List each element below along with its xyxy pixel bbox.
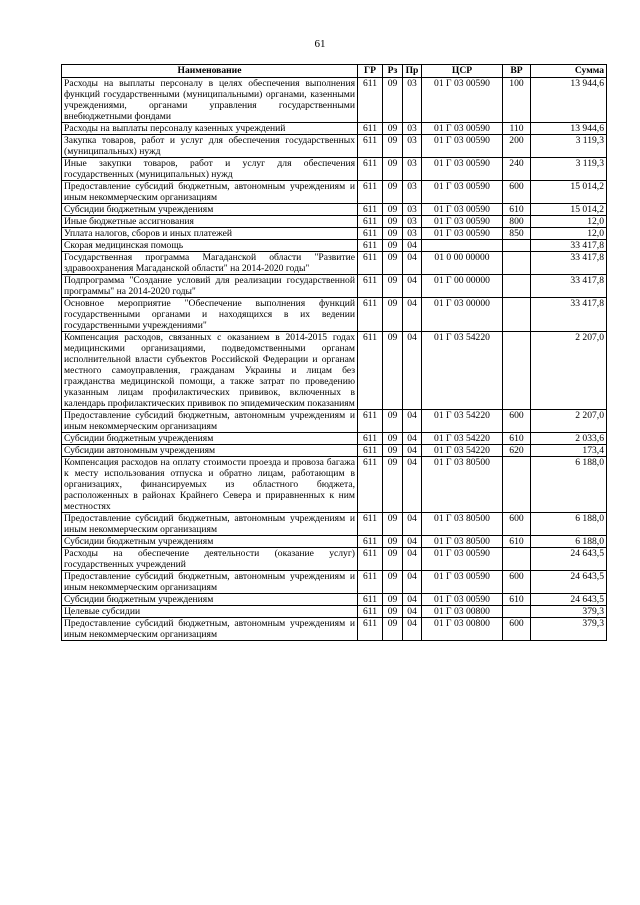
cell-pr: 04 — [403, 606, 422, 618]
cell-sum: 379,3 — [531, 606, 607, 618]
cell-pr: 04 — [403, 457, 422, 513]
cell-rz: 09 — [383, 228, 403, 240]
cell-gr: 611 — [358, 332, 383, 410]
cell-name: Подпрограмма "Создание условий для реализации государственной программы" на 2014-2020 годы" — [62, 275, 358, 298]
cell-vr: 200 — [503, 135, 531, 158]
cell-name: Закупка товаров, работ и услуг для обеспечения государственных (муниципальных) нужд — [62, 135, 358, 158]
cell-vr: 610 — [503, 594, 531, 606]
cell-csr: 01 Г 03 00590 — [422, 216, 503, 228]
cell-csr: 01 Г 03 00590 — [422, 123, 503, 135]
budget-table — [61, 64, 607, 641]
table-row — [62, 513, 607, 536]
cell-gr: 611 — [358, 228, 383, 240]
cell-csr: 01 Г 03 00590 — [422, 135, 503, 158]
cell-vr: 610 — [503, 433, 531, 445]
table-row — [62, 618, 607, 641]
cell-name: Целевые субсидии — [62, 606, 358, 618]
cell-rz: 09 — [383, 618, 403, 641]
column-header-csr: ЦСР — [422, 65, 503, 78]
column-header-pr: Пр — [403, 65, 422, 78]
cell-vr — [503, 548, 531, 571]
table-row — [62, 123, 607, 135]
cell-pr: 03 — [403, 181, 422, 204]
cell-rz: 09 — [383, 135, 403, 158]
cell-rz: 09 — [383, 275, 403, 298]
cell-gr: 611 — [358, 457, 383, 513]
cell-csr: 01 Г 03 80500 — [422, 536, 503, 548]
table-row — [62, 252, 607, 275]
cell-gr: 611 — [358, 123, 383, 135]
cell-name: Основное мероприятие "Обеспечение выполнения функций государственными органами и находящихся в их ведении государственными учреждениями" — [62, 298, 358, 332]
cell-name: Предоставление субсидий бюджетным, автономным учреждениям и иным некоммерческим организациям — [62, 513, 358, 536]
table-row — [62, 433, 607, 445]
cell-csr: 01 Г 03 00000 — [422, 298, 503, 332]
cell-gr: 611 — [358, 433, 383, 445]
cell-vr — [503, 606, 531, 618]
table-row — [62, 606, 607, 618]
cell-csr: 01 Г 03 00590 — [422, 571, 503, 594]
cell-gr: 611 — [358, 78, 383, 123]
cell-sum: 3 119,3 — [531, 135, 607, 158]
cell-gr: 611 — [358, 618, 383, 641]
cell-pr: 04 — [403, 332, 422, 410]
cell-pr: 03 — [403, 123, 422, 135]
cell-sum: 2 207,0 — [531, 332, 607, 410]
cell-gr: 611 — [358, 548, 383, 571]
cell-name: Субсидии бюджетным учреждениям — [62, 536, 358, 548]
cell-name: Иные бюджетные ассигнования — [62, 216, 358, 228]
cell-sum: 2 033,6 — [531, 433, 607, 445]
cell-name: Расходы на обеспечение деятельности (оказание услуг) государственных учреждений — [62, 548, 358, 571]
cell-rz: 09 — [383, 548, 403, 571]
cell-vr — [503, 332, 531, 410]
cell-pr: 04 — [403, 240, 422, 252]
cell-csr: 01 Г 03 54220 — [422, 445, 503, 457]
table-row — [62, 445, 607, 457]
cell-sum: 6 188,0 — [531, 457, 607, 513]
cell-gr: 611 — [358, 606, 383, 618]
cell-vr — [503, 252, 531, 275]
cell-vr: 610 — [503, 536, 531, 548]
column-header-vr: ВР — [503, 65, 531, 78]
cell-sum: 379,3 — [531, 618, 607, 641]
cell-rz: 09 — [383, 536, 403, 548]
table-row — [62, 275, 607, 298]
column-header-gr: ГР — [358, 65, 383, 78]
cell-pr: 04 — [403, 571, 422, 594]
cell-rz: 09 — [383, 606, 403, 618]
cell-vr: 600 — [503, 410, 531, 433]
table-row — [62, 594, 607, 606]
cell-vr: 610 — [503, 204, 531, 216]
cell-pr: 03 — [403, 204, 422, 216]
cell-csr: 01 Г 00 00000 — [422, 275, 503, 298]
cell-csr: 01 0 00 00000 — [422, 252, 503, 275]
cell-csr: 01 Г 03 54220 — [422, 410, 503, 433]
cell-gr: 611 — [358, 445, 383, 457]
cell-name: Предоставление субсидий бюджетным, автономным учреждениям и иным некоммерческим организациям — [62, 410, 358, 433]
cell-vr: 800 — [503, 216, 531, 228]
cell-csr: 01 Г 03 00590 — [422, 78, 503, 123]
cell-rz: 09 — [383, 181, 403, 204]
table-row — [62, 536, 607, 548]
cell-pr: 04 — [403, 513, 422, 536]
cell-sum: 24 643,5 — [531, 594, 607, 606]
cell-vr — [503, 240, 531, 252]
cell-name: Предоставление субсидий бюджетным, автономным учреждениям и иным некоммерческим организациям — [62, 618, 358, 641]
cell-name: Компенсация расходов на оплату стоимости проезда и провоза багажа к месту использования отпуска и обратно лицам, работающим в организациях, финансируемых из областного бюджета, расположенных в районах Крайнего Севера и приравненных к ним местностях — [62, 457, 358, 513]
cell-csr: 01 Г 03 00800 — [422, 618, 503, 641]
cell-sum: 15 014,2 — [531, 204, 607, 216]
cell-gr: 611 — [358, 571, 383, 594]
cell-name: Субсидии бюджетным учреждениям — [62, 594, 358, 606]
cell-gr: 611 — [358, 135, 383, 158]
cell-vr: 600 — [503, 571, 531, 594]
cell-pr: 04 — [403, 618, 422, 641]
cell-sum: 2 207,0 — [531, 410, 607, 433]
cell-gr: 611 — [358, 216, 383, 228]
cell-rz: 09 — [383, 240, 403, 252]
column-header-rz: Рз — [383, 65, 403, 78]
cell-csr: 01 Г 03 80500 — [422, 513, 503, 536]
cell-csr: 01 Г 03 00590 — [422, 594, 503, 606]
table-row — [62, 181, 607, 204]
cell-pr: 03 — [403, 135, 422, 158]
cell-csr: 01 Г 03 80500 — [422, 457, 503, 513]
cell-vr — [503, 298, 531, 332]
cell-name: Иные закупки товаров, работ и услуг для обеспечения государственных (муниципальных) нужд — [62, 158, 358, 181]
cell-csr: 01 Г 03 00590 — [422, 228, 503, 240]
cell-sum: 33 417,8 — [531, 298, 607, 332]
cell-sum: 24 643,5 — [531, 571, 607, 594]
table-row — [62, 457, 607, 513]
cell-gr: 611 — [358, 275, 383, 298]
column-header-name: Наименование — [62, 65, 358, 78]
cell-sum: 12,0 — [531, 216, 607, 228]
column-header-sum: Сумма — [531, 65, 607, 78]
cell-pr: 03 — [403, 216, 422, 228]
cell-csr: 01 Г 03 00800 — [422, 606, 503, 618]
table-row — [62, 228, 607, 240]
cell-csr: 01 Г 03 00590 — [422, 548, 503, 571]
cell-rz: 09 — [383, 332, 403, 410]
cell-name: Расходы на выплаты персоналу в целях обеспечения выполнения функций государственными (муниципальными) органами, казенными учреждениями, органами управления государственными внебюджетными фондами — [62, 78, 358, 123]
cell-sum: 33 417,8 — [531, 252, 607, 275]
cell-vr: 100 — [503, 78, 531, 123]
table-row — [62, 548, 607, 571]
table-header-row — [62, 65, 607, 78]
table-row — [62, 332, 607, 410]
cell-csr: 01 Г 03 54220 — [422, 332, 503, 410]
cell-name: Субсидии бюджетным учреждениям — [62, 204, 358, 216]
cell-rz: 09 — [383, 123, 403, 135]
cell-rz: 09 — [383, 78, 403, 123]
cell-csr: 01 Г 03 00590 — [422, 158, 503, 181]
table-row — [62, 571, 607, 594]
cell-rz: 09 — [383, 298, 403, 332]
table-body — [62, 78, 607, 641]
cell-pr: 04 — [403, 298, 422, 332]
cell-rz: 09 — [383, 410, 403, 433]
cell-rz: 09 — [383, 513, 403, 536]
cell-name: Скорая медицинская помощь — [62, 240, 358, 252]
cell-name: Субсидии автономным учреждениям — [62, 445, 358, 457]
cell-vr: 850 — [503, 228, 531, 240]
cell-gr: 611 — [358, 513, 383, 536]
cell-gr: 611 — [358, 594, 383, 606]
table-row — [62, 216, 607, 228]
page-number: 61 — [314, 38, 326, 50]
cell-rz: 09 — [383, 594, 403, 606]
cell-csr: 01 Г 03 00590 — [422, 204, 503, 216]
cell-pr: 04 — [403, 594, 422, 606]
cell-name: Уплата налогов, сборов и иных платежей — [62, 228, 358, 240]
table-row — [62, 240, 607, 252]
cell-rz: 09 — [383, 216, 403, 228]
table-row — [62, 78, 607, 123]
cell-pr: 03 — [403, 228, 422, 240]
cell-gr: 611 — [358, 204, 383, 216]
cell-csr: 01 Г 03 00590 — [422, 181, 503, 204]
cell-sum: 33 417,8 — [531, 275, 607, 298]
cell-rz: 09 — [383, 445, 403, 457]
cell-gr: 611 — [358, 410, 383, 433]
cell-gr: 611 — [358, 252, 383, 275]
cell-sum: 6 188,0 — [531, 536, 607, 548]
cell-name: Государственная программа Магаданской области "Развитие здравоохранения Магаданской области" на 2014-2020 годы" — [62, 252, 358, 275]
cell-vr: 600 — [503, 513, 531, 536]
cell-pr: 03 — [403, 158, 422, 181]
table-row — [62, 410, 607, 433]
cell-rz: 09 — [383, 433, 403, 445]
cell-rz: 09 — [383, 571, 403, 594]
cell-vr: 110 — [503, 123, 531, 135]
cell-sum: 6 188,0 — [531, 513, 607, 536]
table-row — [62, 204, 607, 216]
cell-sum: 33 417,8 — [531, 240, 607, 252]
cell-gr: 611 — [358, 536, 383, 548]
cell-pr: 04 — [403, 536, 422, 548]
cell-pr: 03 — [403, 78, 422, 123]
cell-csr: 01 Г 03 54220 — [422, 433, 503, 445]
cell-vr — [503, 457, 531, 513]
cell-rz: 09 — [383, 252, 403, 275]
cell-rz: 09 — [383, 158, 403, 181]
cell-pr: 04 — [403, 410, 422, 433]
table-row — [62, 135, 607, 158]
cell-sum: 15 014,2 — [531, 181, 607, 204]
cell-name: Расходы на выплаты персоналу казенных учреждений — [62, 123, 358, 135]
cell-vr: 620 — [503, 445, 531, 457]
cell-sum: 13 944,6 — [531, 78, 607, 123]
cell-gr: 611 — [358, 298, 383, 332]
cell-rz: 09 — [383, 204, 403, 216]
cell-csr — [422, 240, 503, 252]
cell-name: Субсидии бюджетным учреждениям — [62, 433, 358, 445]
cell-gr: 611 — [358, 158, 383, 181]
table-row — [62, 158, 607, 181]
cell-pr: 04 — [403, 445, 422, 457]
cell-sum: 24 643,5 — [531, 548, 607, 571]
cell-vr: 600 — [503, 181, 531, 204]
cell-vr: 240 — [503, 158, 531, 181]
cell-name: Предоставление субсидий бюджетным, автономным учреждениям и иным некоммерческим организациям — [62, 571, 358, 594]
cell-sum: 13 944,6 — [531, 123, 607, 135]
cell-sum: 12,0 — [531, 228, 607, 240]
cell-gr: 611 — [358, 181, 383, 204]
cell-pr: 04 — [403, 275, 422, 298]
cell-sum: 173,4 — [531, 445, 607, 457]
cell-name: Компенсация расходов, связанных с оказанием в 2014-2015 годах медицинскими организациями, подведомственными органам исполнительной власти субъектов Российской Федерации и органам местного самоуправления, гражданам Украины и лицам без гражданства медицинской помощи, а также затрат по проведению указанным лицам профилактических прививок, включенных в календарь профилактических прививок по эпидемическим показаниям — [62, 332, 358, 410]
table-row — [62, 298, 607, 332]
cell-gr: 611 — [358, 240, 383, 252]
cell-sum: 3 119,3 — [531, 158, 607, 181]
cell-pr: 04 — [403, 433, 422, 445]
cell-name: Предоставление субсидий бюджетным, автономным учреждениям и иным некоммерческим организациям — [62, 181, 358, 204]
cell-vr: 600 — [503, 618, 531, 641]
cell-vr — [503, 275, 531, 298]
cell-pr: 04 — [403, 548, 422, 571]
cell-rz: 09 — [383, 457, 403, 513]
cell-pr: 04 — [403, 252, 422, 275]
